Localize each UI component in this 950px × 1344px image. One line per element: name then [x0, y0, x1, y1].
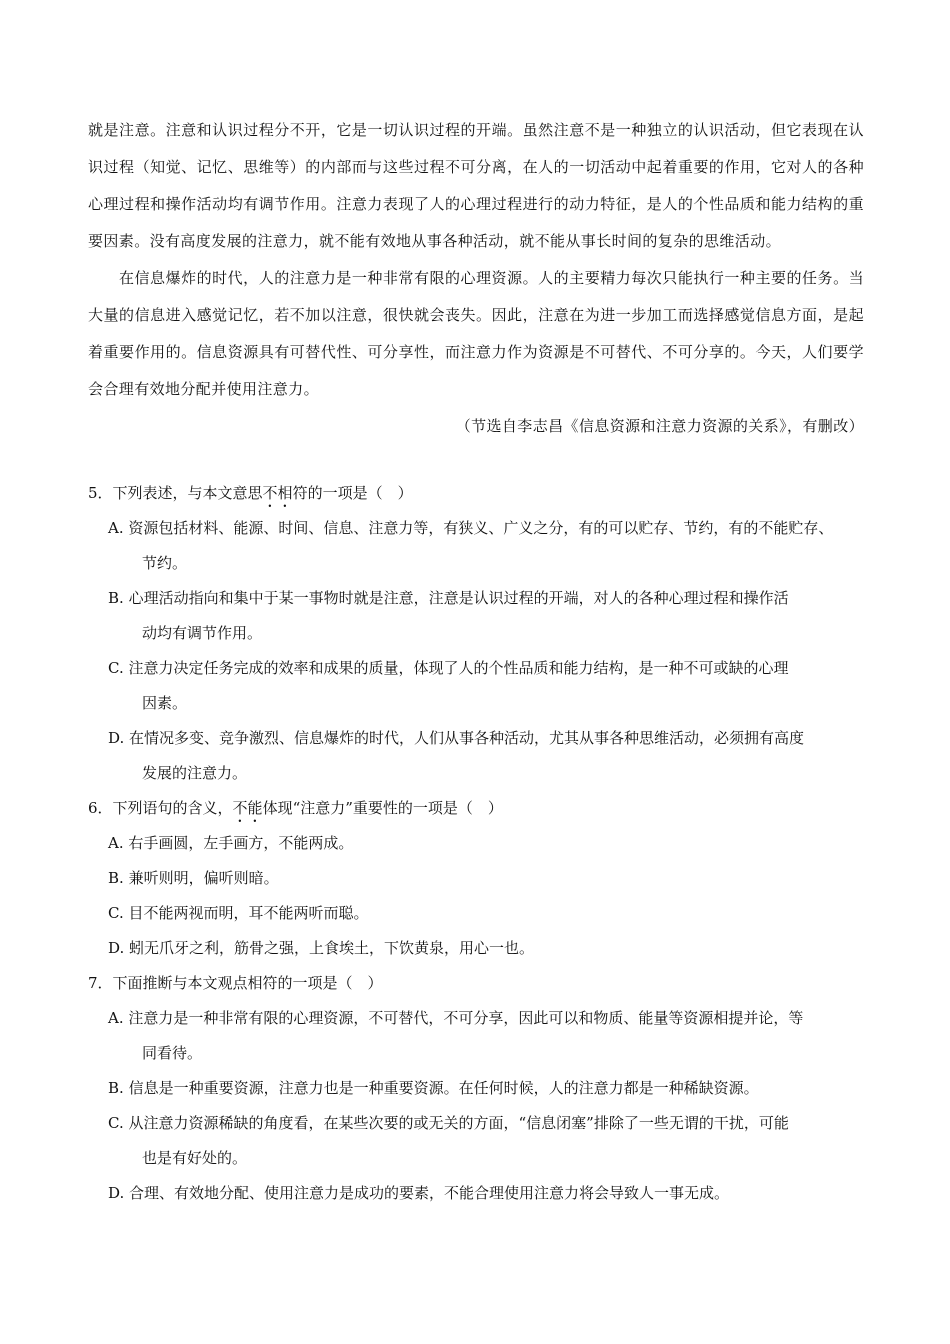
option-text-continued: 动均有调节作用。 — [142, 624, 263, 642]
question-5-option-a — [108, 511, 864, 581]
option-label: C. — [108, 904, 124, 922]
question-6-option-c — [108, 896, 864, 931]
option-label: C. — [108, 1114, 124, 1132]
question-5-emphasis: 不相 — [262, 484, 293, 502]
option-text: 注意力决定任务完成的效率和成果的质量，体现了人的个性品质和能力结构，是一种不可或缺的心理 — [128, 659, 789, 677]
question-6-option-d — [108, 931, 864, 966]
question-6-stem-post: 体现“注意力”重要性的一项是（ ） — [262, 799, 503, 817]
question-6-emphasis: 不能 — [232, 799, 263, 817]
question-5-option-d — [108, 721, 864, 791]
option-text: 合理、有效地分配、使用注意力是成功的要素，不能合理使用注意力将会导致人一事无成。 — [129, 1184, 730, 1202]
option-text: 兼听则明，偏听则暗。 — [128, 869, 279, 887]
option-text-continued: 同看待。 — [142, 1044, 203, 1062]
question-5-option-b — [108, 581, 864, 651]
option-label: D. — [108, 729, 125, 747]
question-7-stem: 7．下面推断与本文观点相符的一项是（ ） — [88, 974, 383, 992]
passage-source: （节选自李志昌《信息资源和注意力资源的关系》，有删改） — [455, 417, 864, 435]
question-6-option-a — [108, 826, 864, 861]
option-text: 信息是一种重要资源，注意力也是一种重要资源。在任何时候，人的注意力都是一种稀缺资源。 — [128, 1079, 759, 1097]
question-5-option-c — [108, 651, 864, 721]
option-text: 蚓无爪牙之利，筋骨之强，上食埃土，下饮黄泉，用心一也。 — [129, 939, 535, 957]
question-5-stem-pre: 5．下列表述，与本文意思 — [88, 484, 263, 502]
option-text: 在情况多变、竞争激烈、信息爆炸的时代，人们从事各种活动，尤其从事各种思维活动，必须拥有高度 — [129, 729, 805, 747]
question-5-stem — [88, 476, 864, 511]
reading-passage — [88, 112, 864, 445]
option-text: 心理活动指向和集中于某一事物时就是注意，注意是认识过程的开端，对人的各种心理过程和操作活 — [128, 589, 789, 607]
option-text: 从注意力资源稀缺的角度看，在某些次要的或无关的方面，“信息闭塞”排除了一些无谓的干扰，可能 — [128, 1114, 789, 1132]
question-6-stem-pre: 6．下列语句的含义， — [88, 799, 233, 817]
question-5-stem-post: 符的一项是（ ） — [292, 484, 413, 502]
option-label: A. — [108, 834, 124, 852]
question-7-option-d — [108, 1176, 864, 1211]
option-text-continued: 节约。 — [142, 554, 188, 572]
option-label: C. — [108, 659, 124, 677]
question-7-option-b — [108, 1071, 864, 1106]
option-label: A. — [108, 519, 124, 537]
option-text: 注意力是一种非常有限的心理资源，不可替代，不可分享，因此可以和物质、能量等资源相提并论，等 — [128, 1009, 804, 1027]
question-7-option-c — [108, 1106, 864, 1176]
option-label: B. — [108, 1079, 124, 1097]
option-text-continued: 发展的注意力。 — [142, 764, 248, 782]
option-text: 资源包括材料、能源、时间、信息、注意力等，有狭义、广义之分，有的可以贮存、节约，有的不能贮存、 — [128, 519, 834, 537]
option-label: D. — [108, 939, 125, 957]
passage-paragraph-1: 就是注意。注意和认识过程分不开，它是一切认识过程的开端。虽然注意不是一种独立的认识活动，但它表现在认识过程（知觉、记忆、思维等）的内部而与这些过程不可分离，在人的一切活动中起着重要的作用，它对人的各种心理过程和操作活动均有调节作用。注意力表现了人的心理过程进行的动力特征，是人的个性品质和能力结构的重要因素。没有高度发展的注意力，就不能有效地从事各种活动，就不能从事长时间的复杂的思维活动。 — [88, 121, 864, 250]
passage-paragraph-2: 在信息爆炸的时代，人的注意力是一种非常有限的心理资源。人的主要精力每次只能执行一种主要的任务。当大量的信息进入感觉记忆，若不加以注意，很快就会丧失。因此，注意在为进一步加工而选择感觉信息方面，是起着重要作用的。信息资源具有可替代性、可分享性，而注意力作为资源是不可替代、不可分享的。今天，人们要学会合理有效地分配并使用注意力。 — [88, 269, 864, 398]
question-6-option-b — [108, 861, 864, 896]
option-label: B. — [108, 869, 124, 887]
option-label: A. — [108, 1009, 124, 1027]
option-text: 右手画圆，左手画方，不能两成。 — [128, 834, 354, 852]
option-label: B. — [108, 589, 124, 607]
question-7-option-a — [108, 1001, 864, 1071]
question-list — [88, 476, 864, 1211]
option-text-continued: 也是有好处的。 — [142, 1149, 248, 1167]
option-text-continued: 因素。 — [142, 694, 188, 712]
question-6-stem — [88, 791, 864, 826]
option-label: D. — [108, 1184, 125, 1202]
option-text: 目不能两视而明，耳不能两听而聪。 — [128, 904, 369, 922]
